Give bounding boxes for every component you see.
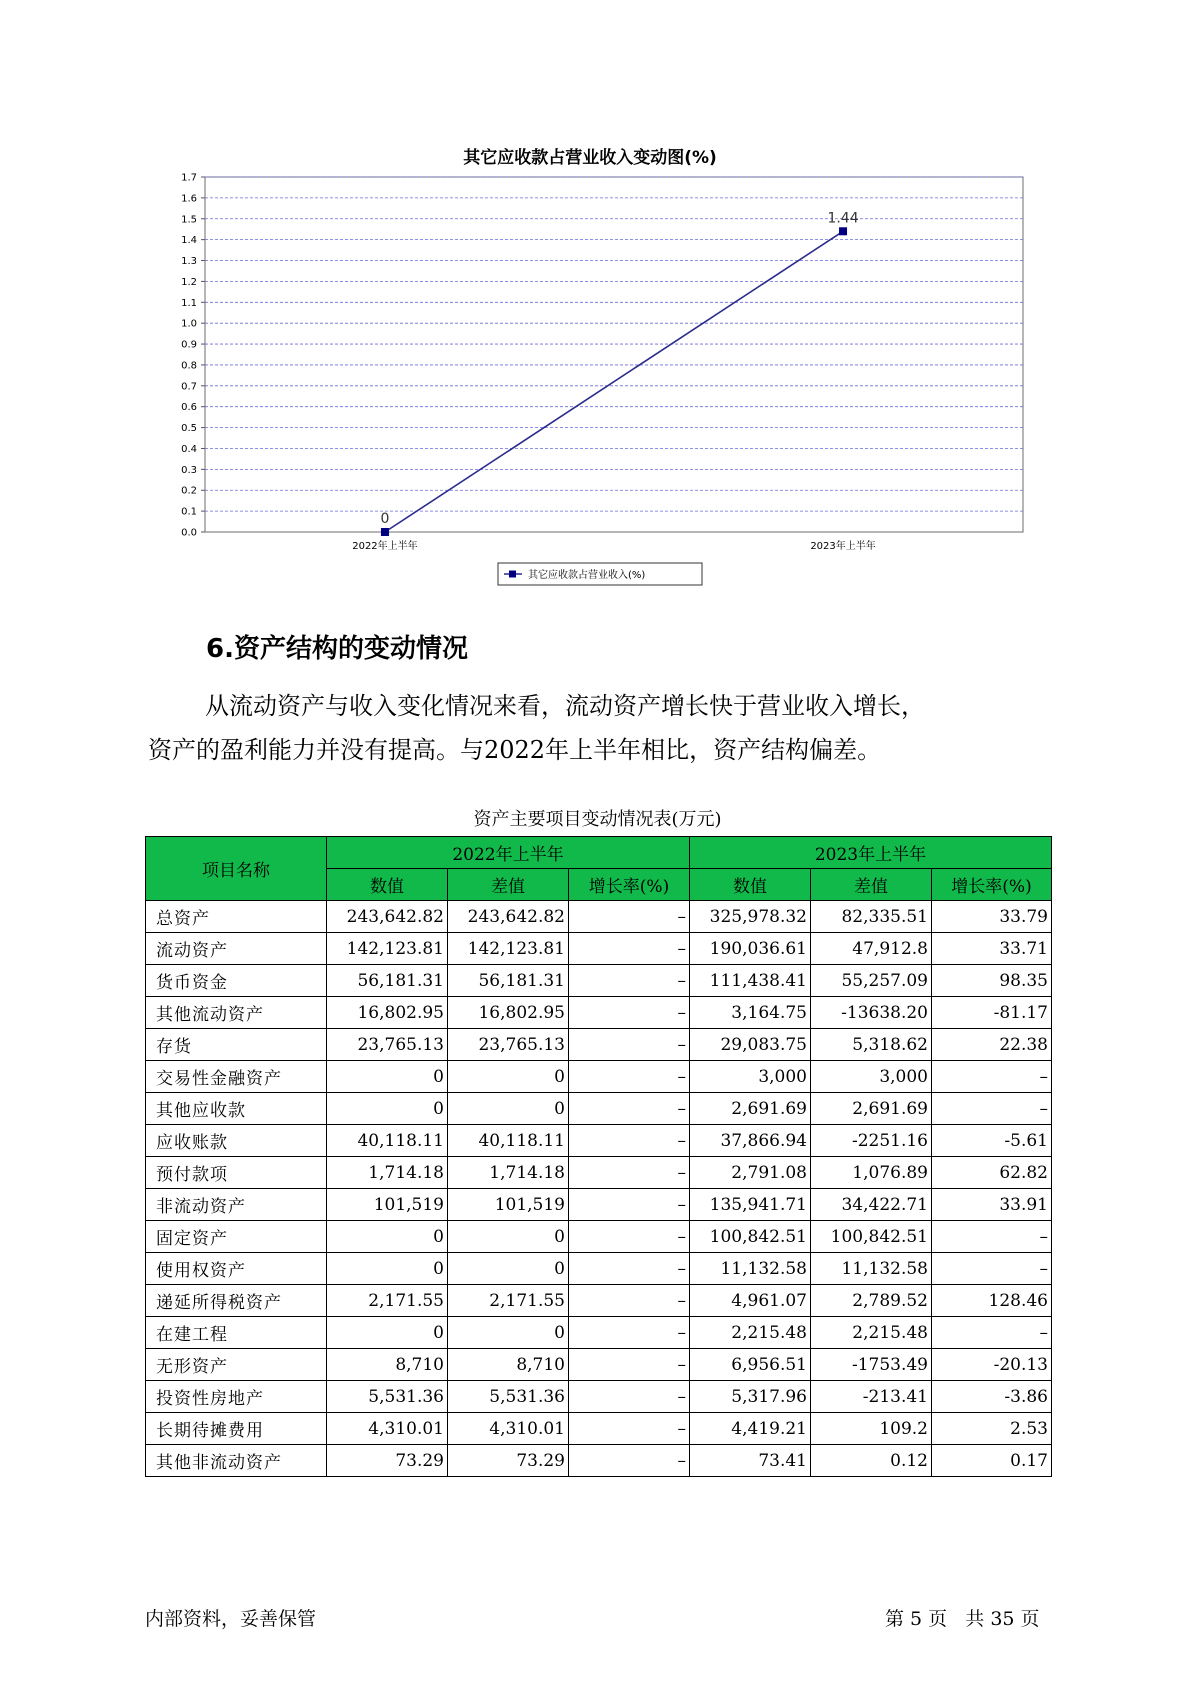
table-row (146, 1029, 1052, 1061)
row-label: 固定资产 (146, 1221, 327, 1253)
table-cell: 0 (327, 1253, 448, 1285)
table-row (146, 965, 1052, 997)
table-title: 资产主要项目变动情况表(万元) (473, 809, 722, 830)
table-row (146, 1349, 1052, 1381)
table-cell: 1,714.18 (327, 1157, 448, 1189)
table-cell: 2,691.69 (811, 1093, 932, 1125)
plot-area (205, 177, 1023, 532)
table-cell: 6,956.51 (690, 1349, 811, 1381)
table-cell: – (569, 1381, 690, 1413)
table-body (146, 901, 1052, 1477)
row-label: 在建工程 (146, 1317, 327, 1349)
x-tick-label: 2023年上半年 (810, 541, 876, 552)
asset-change-table (145, 836, 1052, 1477)
table-cell: 55,257.09 (811, 965, 932, 997)
table-cell: – (569, 1253, 690, 1285)
chart-legend (498, 563, 702, 585)
table-cell: 37,866.94 (690, 1125, 811, 1157)
table-row (146, 1157, 1052, 1189)
table-cell: – (569, 1285, 690, 1317)
table-cell: 2,171.55 (448, 1285, 569, 1317)
table-row (146, 1189, 1052, 1221)
table-cell: 56,181.31 (448, 965, 569, 997)
table-cell: 2,171.55 (327, 1285, 448, 1317)
table-cell: – (569, 1317, 690, 1349)
table-cell: 73.29 (448, 1445, 569, 1477)
table-cell: – (932, 1093, 1052, 1125)
table-cell: 11,132.58 (811, 1253, 932, 1285)
table-cell: 4,419.21 (690, 1413, 811, 1445)
legend-label: 其它应收款占营业收入(%) (528, 570, 646, 581)
table-cell: 0 (327, 1061, 448, 1093)
table-cell: 0.12 (811, 1445, 932, 1477)
table-cell: 40,118.11 (327, 1125, 448, 1157)
row-label: 使用权资产 (146, 1253, 327, 1285)
table-cell: – (569, 965, 690, 997)
table-cell: 2,691.69 (690, 1093, 811, 1125)
paragraph-line-1: 从流动资产与收入变化情况来看，流动资产增长快于营业收入增长， (205, 692, 925, 720)
y-tick-label: 1.4 (181, 235, 197, 247)
table-row (146, 1317, 1052, 1349)
table-cell: 34,422.71 (811, 1189, 932, 1221)
row-label: 货币资金 (146, 965, 327, 997)
row-label: 长期待摊费用 (146, 1413, 327, 1445)
y-tick-label: 0.4 (181, 443, 197, 455)
row-label: 交易性金融资产 (146, 1061, 327, 1093)
row-label: 非流动资产 (146, 1189, 327, 1221)
row-label: 其他流动资产 (146, 997, 327, 1029)
section-heading: 6.资产结构的变动情况 (206, 634, 468, 664)
y-tick-label: 0.5 (181, 423, 197, 435)
table-row (146, 1061, 1052, 1093)
table-cell: 142,123.81 (448, 933, 569, 965)
y-tick-label: 1.2 (181, 276, 197, 288)
row-label: 存货 (146, 1029, 327, 1061)
table-cell: 29,083.75 (690, 1029, 811, 1061)
table-cell: – (932, 1221, 1052, 1253)
table-cell: 2,789.52 (811, 1285, 932, 1317)
table-row (146, 933, 1052, 965)
row-label: 无形资产 (146, 1349, 327, 1381)
table-cell: -2251.16 (811, 1125, 932, 1157)
table-cell: – (569, 1157, 690, 1189)
table-row (146, 1221, 1052, 1253)
data-point (839, 227, 847, 235)
table-cell: 33.71 (932, 933, 1052, 965)
table-cell: – (569, 1029, 690, 1061)
table-cell: 16,802.95 (448, 997, 569, 1029)
table-cell: -1753.49 (811, 1349, 932, 1381)
table-cell: 0 (448, 1253, 569, 1285)
y-tick-label: 0.9 (181, 339, 197, 351)
table-cell: 2,215.48 (811, 1317, 932, 1349)
chart-title: 其它应收款占营业收入变动图(%) (463, 148, 717, 168)
table-row (146, 1445, 1052, 1477)
table-cell: 3,000 (811, 1061, 932, 1093)
table-cell: – (932, 1061, 1052, 1093)
y-tick-label: 0.2 (181, 485, 197, 497)
paragraph-line-2: 资产的盈利能力并没有提高。与2022年上半年相比，资产结构偏差。 (148, 736, 882, 764)
table-cell: 23,765.13 (448, 1029, 569, 1061)
table-cell: 243,642.82 (448, 901, 569, 933)
table-cell: 101,519 (448, 1189, 569, 1221)
table-cell: 47,912.8 (811, 933, 932, 965)
table-cell: -13638.20 (811, 997, 932, 1029)
table-cell: – (569, 1125, 690, 1157)
y-tick-label: 1.1 (181, 297, 197, 309)
table-cell: -20.13 (932, 1349, 1052, 1381)
row-label: 其他应收款 (146, 1093, 327, 1125)
table-cell: 100,842.51 (690, 1221, 811, 1253)
table-cell: 33.91 (932, 1189, 1052, 1221)
data-point (381, 528, 389, 536)
header-col: 差值 (448, 869, 569, 901)
table-cell: 111,438.41 (690, 965, 811, 997)
table-row (146, 1125, 1052, 1157)
table-cell: – (569, 1413, 690, 1445)
header-col: 差值 (811, 869, 932, 901)
row-label: 递延所得税资产 (146, 1285, 327, 1317)
table-cell: – (569, 997, 690, 1029)
header-item-name: 项目名称 (146, 837, 327, 901)
table-cell: -5.61 (932, 1125, 1052, 1157)
table-cell: 243,642.82 (327, 901, 448, 933)
table-cell: 4,310.01 (327, 1413, 448, 1445)
table-cell: 8,710 (327, 1349, 448, 1381)
y-tick-label: 0.8 (181, 360, 197, 372)
table-cell: 56,181.31 (327, 965, 448, 997)
header-col: 数值 (690, 869, 811, 901)
y-tick-label: 0.3 (181, 464, 197, 476)
y-tick-label: 1.3 (181, 256, 197, 268)
table-cell: 5,531.36 (327, 1381, 448, 1413)
table-cell: 101,519 (327, 1189, 448, 1221)
table-cell: – (569, 1189, 690, 1221)
table-cell: -213.41 (811, 1381, 932, 1413)
table-cell: 3,000 (690, 1061, 811, 1093)
table-cell: 22.38 (932, 1029, 1052, 1061)
table-cell: 2,215.48 (690, 1317, 811, 1349)
table-cell: 23,765.13 (327, 1029, 448, 1061)
y-tick-label: 0.0 (181, 527, 197, 539)
table-cell: 5,317.96 (690, 1381, 811, 1413)
row-label: 投资性房地产 (146, 1381, 327, 1413)
header-period-2023: 2023年上半年 (690, 837, 1052, 869)
y-tick-label: 0.7 (181, 381, 197, 393)
table-row (146, 997, 1052, 1029)
line-chart (0, 0, 1191, 600)
data-label: 1.44 (827, 210, 859, 227)
row-label: 应收账款 (146, 1125, 327, 1157)
table-cell: 2.53 (932, 1413, 1052, 1445)
table-cell: 2,791.08 (690, 1157, 811, 1189)
y-tick-label: 1.5 (181, 214, 197, 226)
table-cell: 33.79 (932, 901, 1052, 933)
header-col: 数值 (327, 869, 448, 901)
table-row (146, 1093, 1052, 1125)
header-col: 增长率(%) (569, 869, 690, 901)
table-cell: 128.46 (932, 1285, 1052, 1317)
table-cell: 98.35 (932, 965, 1052, 997)
table-cell: 5,318.62 (811, 1029, 932, 1061)
table-cell: – (932, 1253, 1052, 1285)
table-cell: 73.41 (690, 1445, 811, 1477)
table-cell: 3,164.75 (690, 997, 811, 1029)
table-cell: 135,941.71 (690, 1189, 811, 1221)
table-cell: 190,036.61 (690, 933, 811, 965)
y-tick-label: 0.1 (181, 506, 197, 518)
table-cell: 0.17 (932, 1445, 1052, 1477)
table-row (146, 1413, 1052, 1445)
table-cell: – (569, 1445, 690, 1477)
table-cell: – (569, 1349, 690, 1381)
table-cell: 0 (327, 1317, 448, 1349)
table-row (146, 1381, 1052, 1413)
table-cell: 0 (448, 1221, 569, 1253)
table-cell: 1,076.89 (811, 1157, 932, 1189)
y-tick-label: 1.0 (181, 318, 197, 330)
row-label: 总资产 (146, 901, 327, 933)
table-cell: 0 (327, 1093, 448, 1125)
legend-marker (509, 571, 516, 578)
table-cell: 100,842.51 (811, 1221, 932, 1253)
table-header-row-1 (146, 837, 1052, 869)
header-period-2022: 2022年上半年 (327, 837, 690, 869)
table-cell: 82,335.51 (811, 901, 932, 933)
table-cell: 142,123.81 (327, 933, 448, 965)
table-cell: -3.86 (932, 1381, 1052, 1413)
table-cell: – (569, 1221, 690, 1253)
table-cell: 16,802.95 (327, 997, 448, 1029)
table-cell: – (569, 933, 690, 965)
y-tick-label: 0.6 (181, 402, 197, 414)
table-cell: 4,961.07 (690, 1285, 811, 1317)
table-row (146, 1285, 1052, 1317)
row-label: 其他非流动资产 (146, 1445, 327, 1477)
footer-page-number: 第 5 页 共 35 页 (885, 1608, 1040, 1630)
row-label: 流动资产 (146, 933, 327, 965)
header-col: 增长率(%) (932, 869, 1052, 901)
footer-confidential: 内部资料，妥善保管 (145, 1608, 317, 1630)
table-cell: 0 (327, 1221, 448, 1253)
x-axis-ticks (352, 539, 876, 552)
table-cell: 1,714.18 (448, 1157, 569, 1189)
y-axis-ticks (181, 173, 205, 539)
table-cell: 325,978.32 (690, 901, 811, 933)
table-cell: – (569, 901, 690, 933)
table-cell: 5,531.36 (448, 1381, 569, 1413)
table-cell: 62.82 (932, 1157, 1052, 1189)
table-cell: 0 (448, 1061, 569, 1093)
data-label: 0 (380, 511, 390, 527)
table-cell: 4,310.01 (448, 1413, 569, 1445)
y-tick-label: 1.7 (181, 172, 197, 184)
table-cell: 11,132.58 (690, 1253, 811, 1285)
table-cell: -81.17 (932, 997, 1052, 1029)
table-cell: 109.2 (811, 1413, 932, 1445)
table-row (146, 901, 1052, 933)
y-tick-label: 1.6 (181, 193, 197, 205)
table-cell: 0 (448, 1317, 569, 1349)
table-cell: 40,118.11 (448, 1125, 569, 1157)
table-cell: 73.29 (327, 1445, 448, 1477)
table-cell: 8,710 (448, 1349, 569, 1381)
plot-frame (205, 177, 1023, 532)
table-cell: – (569, 1093, 690, 1125)
table-cell: – (932, 1317, 1052, 1349)
x-tick-label: 2022年上半年 (352, 541, 418, 552)
table-row (146, 1253, 1052, 1285)
row-label: 预付款项 (146, 1157, 327, 1189)
table-cell: 0 (448, 1093, 569, 1125)
table-cell: – (569, 1061, 690, 1093)
